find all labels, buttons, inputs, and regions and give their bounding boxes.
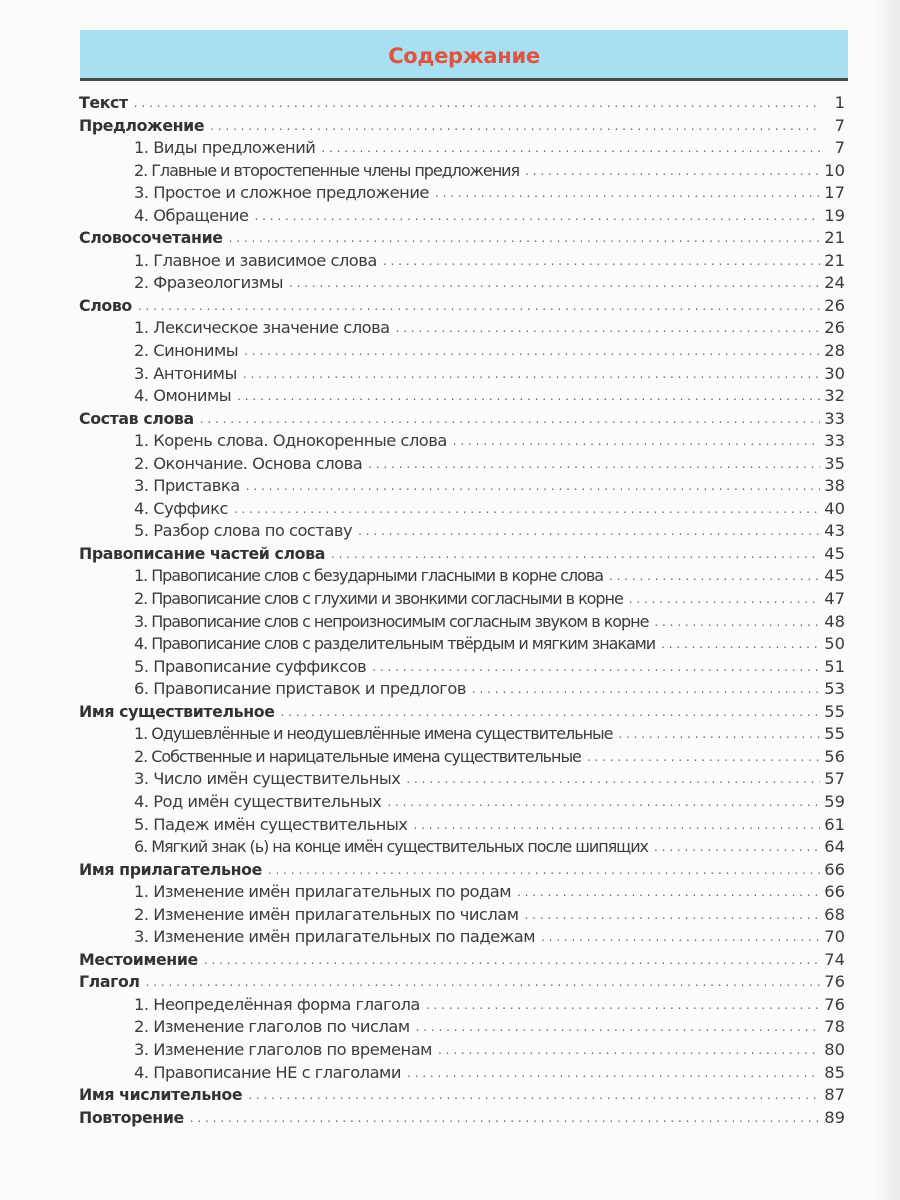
toc-page-number: 85 (824, 1062, 845, 1082)
toc-section-title: Правописание частей слова (79, 543, 325, 563)
toc-page-number: 45 (824, 543, 845, 563)
dot-leader (453, 430, 820, 453)
toc-subsection-title: 2. Фразеологизмы (134, 273, 283, 293)
page-edge-shadow (872, 0, 900, 1200)
toc-section-title: Текст (79, 93, 128, 112)
dot-leader (190, 1107, 820, 1130)
toc-subsection-entry[interactable] (79, 137, 845, 160)
toc-subsection-entry[interactable] (79, 340, 845, 363)
toc-subsection-title: 3. Изменение глаголов по временам (134, 1039, 432, 1059)
dot-leader (629, 588, 821, 611)
dot-leader (416, 1016, 821, 1039)
toc-page-number: 1 (834, 93, 845, 112)
dot-leader (246, 475, 821, 498)
toc-page-number: 76 (824, 994, 845, 1014)
toc-section-entry[interactable] (79, 701, 845, 724)
toc-page-number: 45 (824, 566, 845, 586)
toc-page-number: 21 (824, 250, 845, 270)
toc-subsection-entry[interactable] (79, 182, 845, 205)
dot-leader (281, 701, 821, 724)
dot-leader (609, 565, 820, 588)
toc-page-number: 68 (824, 904, 845, 924)
toc-page-number: 28 (824, 341, 845, 361)
toc-subsection-entry[interactable] (79, 904, 845, 927)
toc-page-number: 24 (824, 273, 845, 293)
toc-subsection-entry[interactable] (79, 881, 845, 904)
toc-section-entry[interactable] (79, 1084, 845, 1107)
toc-page-number: 64 (824, 837, 845, 857)
toc-subsection-entry[interactable] (79, 498, 845, 521)
toc-subsection-title: 3. Число имён существительных (134, 769, 401, 789)
dot-leader (413, 814, 820, 837)
toc-subsection-title: 4. Суффикс (134, 498, 228, 518)
toc-section-entry[interactable] (79, 971, 845, 994)
dot-leader (407, 1062, 820, 1085)
toc-page-number: 32 (824, 386, 845, 406)
toc-subsection-entry[interactable] (79, 723, 845, 746)
toc-page-number: 61 (824, 814, 845, 834)
toc-subsection-entry[interactable] (79, 430, 845, 453)
toc-subsection-title: 6. Мягкий знак (ь) на конце имён существительных после шипящих (134, 837, 648, 857)
toc-page-number: 76 (824, 972, 845, 992)
toc-subsection-entry[interactable] (79, 768, 845, 791)
toc-subsection-entry[interactable] (79, 633, 845, 656)
toc-page-number: 70 (824, 927, 845, 947)
dot-leader (368, 453, 820, 476)
dot-leader (541, 926, 820, 949)
toc-subsection-title: 4. Правописание слов с разделительным твёрдым и мягким знаками (134, 634, 656, 654)
dot-leader (243, 363, 820, 386)
toc-subsection-entry[interactable] (79, 1039, 845, 1062)
dot-leader (387, 791, 820, 814)
toc-subsection-entry[interactable] (79, 363, 845, 386)
toc-subsection-title: 2. Синонимы (134, 341, 239, 361)
toc-section-entry[interactable] (79, 295, 845, 318)
toc-subsection-title: 2. Окончание. Основа слова (134, 453, 363, 473)
dot-leader (472, 678, 820, 701)
dot-leader (661, 633, 820, 656)
dot-leader (204, 949, 820, 972)
toc-page-number: 47 (824, 589, 845, 609)
dot-leader (248, 1084, 820, 1107)
toc-page-number: 55 (824, 701, 845, 721)
toc-page-number: 7 (834, 115, 845, 135)
toc-page-number: 38 (824, 476, 845, 496)
toc-section-title: Предложение (79, 115, 205, 135)
toc-page-number: 57 (824, 769, 845, 789)
toc-subsection-title: 3. Приставка (134, 476, 240, 496)
dot-leader (234, 498, 820, 521)
toc-subsection-entry[interactable] (79, 588, 845, 611)
toc-subsection-entry[interactable] (79, 836, 845, 859)
dot-leader (254, 205, 820, 228)
toc-page-number: 48 (824, 611, 845, 631)
toc-subsection-entry[interactable] (79, 611, 845, 634)
toc-section-entry[interactable] (79, 408, 845, 431)
toc-page-number: 59 (824, 791, 845, 811)
toc-subsection-title: 3. Простое и сложное предложение (134, 183, 429, 203)
toc-page-number: 30 (824, 363, 845, 383)
toc-page-number: 43 (824, 521, 845, 541)
toc-subsection-title: 2. Правописание слов с глухими и звонкими согласными в корне (134, 589, 623, 609)
toc-section-title: Состав слова (79, 408, 194, 428)
toc-subsection-entry[interactable] (79, 453, 845, 476)
dot-leader (435, 182, 820, 205)
toc-subsection-title: 3. Изменение имён прилагательных по падежам (134, 927, 536, 947)
dot-leader (331, 543, 820, 566)
toc-subsection-entry[interactable] (79, 791, 845, 814)
toc-section-entry[interactable] (79, 543, 845, 566)
dot-leader (146, 971, 821, 994)
toc-section-entry[interactable] (79, 92, 845, 115)
toc-page-number: 66 (824, 882, 845, 902)
toc-subsection-entry[interactable] (79, 1062, 845, 1085)
toc-subsection-entry[interactable] (79, 814, 845, 837)
toc-page-number: 50 (824, 634, 845, 654)
toc-subsection-entry[interactable] (79, 385, 845, 408)
toc-page-number: 56 (824, 746, 845, 766)
toc-section-title: Имя числительное (79, 1085, 243, 1105)
toc-page-number: 66 (824, 859, 845, 879)
toc-subsection-title: 4. Правописание НЕ с глаголами (134, 1062, 401, 1082)
dot-leader (289, 272, 820, 295)
toc-subsection-title: 2. Изменение имён прилагательных по числам (134, 904, 519, 924)
toc-subsection-title: 1. Правописание слов с безударными гласными в корне слова (134, 566, 603, 586)
toc-page-number: 26 (824, 318, 845, 338)
toc-subsection-entry[interactable] (79, 656, 845, 679)
toc-page-number: 80 (824, 1039, 845, 1059)
toc-subsection-title: 5. Правописание суффиксов (134, 656, 367, 676)
toc-section-entry[interactable] (79, 115, 845, 138)
toc-page-number: 53 (824, 679, 845, 699)
toc-page-number: 51 (824, 656, 845, 676)
dot-leader (372, 656, 820, 679)
toc-section-title: Словосочетание (79, 228, 223, 248)
toc-subsection-title: 1. Главное и зависимое слова (134, 250, 377, 270)
toc-page-number: 17 (824, 183, 845, 203)
toc-page-number: 40 (824, 498, 845, 518)
toc-section-entry[interactable] (79, 1107, 845, 1130)
toc-subsection-entry[interactable] (79, 317, 845, 340)
toc-subsection-entry[interactable] (79, 565, 845, 588)
toc-section-title: Местоимение (79, 949, 198, 969)
dot-leader (134, 92, 821, 115)
toc-subsection-title: 1. Одушевлённые и неодушевлённые имена существительные (134, 724, 613, 744)
toc-subsection-entry[interactable] (79, 994, 845, 1017)
dot-leader (200, 408, 821, 431)
dot-leader (383, 250, 820, 273)
toc-page-number: 55 (824, 724, 845, 744)
toc-subsection-entry[interactable] (79, 205, 845, 228)
contents-header-band (80, 30, 848, 81)
toc-page-number: 21 (824, 228, 845, 248)
dot-leader (210, 115, 821, 138)
toc-subsection-title: 2. Собственные и нарицательные имена существительные (134, 746, 581, 766)
dot-leader (138, 295, 820, 318)
toc-subsection-title: 4. Род имён существительных (134, 791, 382, 811)
dot-leader (358, 520, 820, 543)
toc-page-number: 33 (824, 408, 845, 428)
toc-section-title: Повторение (79, 1107, 184, 1127)
dot-leader (517, 881, 820, 904)
toc-page-number: 89 (824, 1107, 845, 1127)
toc-subsection-title: 1. Лексическое значение слова (134, 318, 390, 338)
toc-page-number: 19 (824, 205, 845, 225)
toc-section-title: Слово (79, 295, 132, 315)
toc-page-number: 78 (824, 1017, 845, 1037)
toc-subsection-title: 1. Корень слова. Однокоренные слова (134, 431, 447, 451)
toc-page-number: 33 (824, 431, 845, 451)
dot-leader (438, 1039, 820, 1062)
toc-subsection-title: 1. Изменение имён прилагательных по родам (134, 882, 512, 902)
toc-subsection-entry[interactable] (79, 746, 845, 769)
dot-leader (321, 137, 821, 160)
toc-subsection-title: 4. Омонимы (134, 386, 232, 406)
toc-subsection-entry[interactable] (79, 160, 845, 183)
toc-subsection-title: 2. Изменение глаголов по числам (134, 1017, 410, 1037)
toc-page-number: 87 (824, 1085, 845, 1105)
toc-page-number: 74 (824, 949, 845, 969)
dot-leader (587, 746, 820, 769)
page-title: Содержание (388, 44, 540, 68)
dot-leader (525, 904, 821, 927)
toc-subsection-title: 5. Разбор слова по составу (134, 521, 353, 541)
toc-subsection-entry[interactable] (79, 475, 845, 498)
toc-subsection-title: 1. Виды предложений (134, 138, 316, 158)
toc-subsection-title: 4. Обращение (134, 205, 249, 225)
dot-leader (618, 723, 820, 746)
toc-section-title: Имя существительное (79, 701, 275, 721)
toc-page-number: 26 (824, 295, 845, 315)
dot-leader (229, 227, 821, 250)
toc-page-number: 10 (824, 160, 845, 180)
toc-section-title: Имя прилагательное (79, 859, 262, 879)
toc-section-entry[interactable] (79, 949, 845, 972)
toc-subsection-entry[interactable] (79, 250, 845, 273)
dot-leader (426, 994, 820, 1017)
toc-page-number: 35 (824, 453, 845, 473)
dot-leader (406, 768, 820, 791)
dot-leader (525, 160, 820, 183)
dot-leader (654, 836, 820, 859)
toc-subsection-title: 5. Падеж имён существительных (134, 814, 408, 834)
toc-subsection-title: 3. Правописание слов с непроизносимым согласным звуком в корне (134, 611, 649, 631)
toc-subsection-entry[interactable] (79, 272, 845, 295)
toc-subsection-entry[interactable] (79, 520, 845, 543)
toc-subsection-title: 2. Главные и второстепенные члены предложения (134, 160, 520, 180)
toc-page-number: 7 (834, 138, 845, 158)
dot-leader (268, 859, 820, 882)
toc-subsection-title: 3. Антонимы (134, 363, 237, 383)
toc-subsection-entry[interactable] (79, 926, 845, 949)
toc-section-entry[interactable] (79, 227, 845, 250)
toc-subsection-entry[interactable] (79, 678, 845, 701)
dot-leader (654, 611, 820, 634)
toc-subsection-title: 1. Неопределённая форма глагола (134, 994, 420, 1014)
dot-leader (237, 385, 820, 408)
table-of-contents (79, 92, 845, 1129)
toc-subsection-title: 6. Правописание приставок и предлогов (134, 679, 466, 699)
toc-section-title: Глагол (79, 972, 140, 992)
toc-subsection-entry[interactable] (79, 1016, 845, 1039)
dot-leader (244, 340, 820, 363)
dot-leader (396, 317, 821, 340)
toc-section-entry[interactable] (79, 859, 845, 882)
